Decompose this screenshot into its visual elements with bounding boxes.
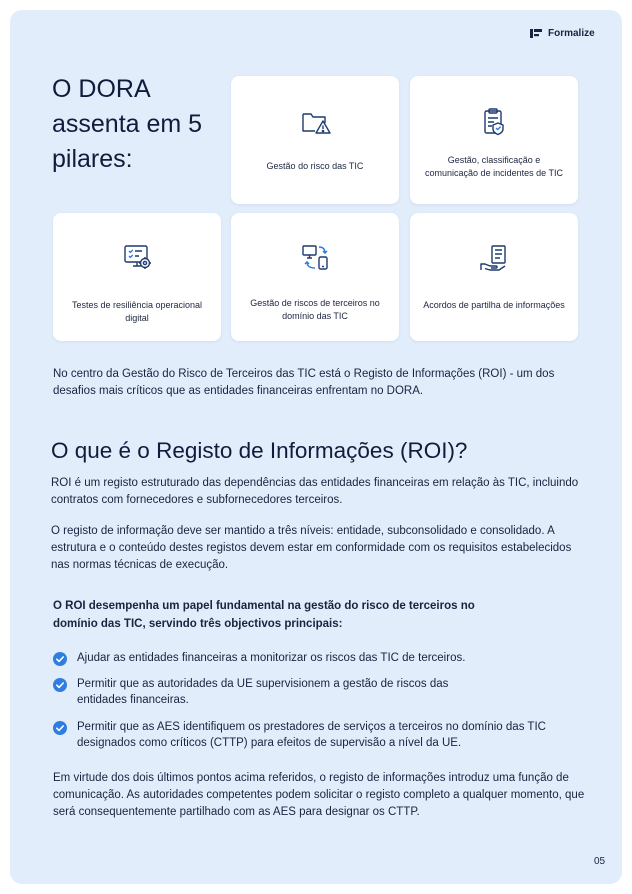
roi-paragraph-1: ROI é um registo estruturado das dependências das entidades financeiras em relação às TIC, incluindo contratos com fornecedores e subfornecedores terceiros. — [51, 477, 579, 506]
pillar-card — [231, 76, 399, 204]
clipboard-shield-icon — [478, 106, 510, 138]
document-page — [10, 10, 622, 884]
roi-paragraph-2: O registo de informação deve ser mantido a três níveis: entidade, subconsolidado e consolidado. A estrutura e o conteúdo destes registos devem estar em conformidade com os requisitos estabelecidos nas normas técnicas de execução. — [51, 525, 572, 571]
brand-name: Formalize — [548, 28, 595, 39]
folder-warning-icon — [299, 106, 331, 138]
objective-text: Permitir que as autoridades da UE supervisionem a gestão de riscos das entidades financeiras. — [77, 678, 449, 706]
monitor-checklist-gear-icon — [121, 241, 153, 273]
objectives-lead: O ROI desempenha um papel fundamental na gestão do risco de terceiros no domínio das TIC, servindo três objectivos principais: — [53, 600, 475, 630]
intro-paragraph: No centro da Gestão do Risco de Terceiros das TIC está o Registo de Informações (ROI) - um dos desafios mais críticos que as entidades financeiras enfrentam no DORA. — [53, 368, 555, 397]
closing-paragraph: Em virtude dos dois últimos pontos acima referidos, o registo de informações introduz uma função de comunicação. As autoridades competentes podem solicitar o registo completo a qualquer momento, que será consequentemente partilhado com as AES para designar os CTTP. — [53, 772, 585, 818]
check-circle-icon — [53, 678, 67, 692]
brand-logo — [530, 28, 595, 39]
pillar-card — [410, 76, 578, 204]
pillar-card — [53, 213, 221, 341]
pillar-card — [410, 213, 578, 341]
page-number: 05 — [594, 856, 606, 867]
devices-sync-icon — [299, 241, 331, 273]
pillar-card-label: Gestão do risco das TIC — [266, 161, 364, 171]
pillar-card-label: Gestão, classificação e comunicação de incidentes de TIC — [425, 155, 563, 178]
roi-heading: O que é o Registo de Informações (ROI)? — [51, 438, 468, 463]
pillar-card-label: Gestão de riscos de terceiros no domínio das TIC — [250, 298, 380, 321]
pillar-card-label: Acordos de partilha de informações — [423, 300, 565, 310]
objective-text: Permitir que as AES identifiquem os prestadores de serviços a terceiros no domínio das TIC designados como críticos (CTTP) para efeitos de supervisão a nível da UE. — [77, 721, 546, 749]
hand-document-icon — [478, 243, 510, 275]
pillar-card — [231, 213, 399, 341]
objective-text: Ajudar as entidades financeiras a monitorizar os riscos das TIC de terceiros. — [77, 652, 466, 664]
pillar-card-label: Testes de resiliência operacional digital — [71, 300, 203, 323]
pillars-heading: O DORA assenta em 5 pilares: — [52, 75, 203, 173]
check-circle-icon — [53, 721, 67, 735]
check-circle-icon — [53, 652, 67, 666]
formalize-logo-icon — [530, 29, 542, 38]
